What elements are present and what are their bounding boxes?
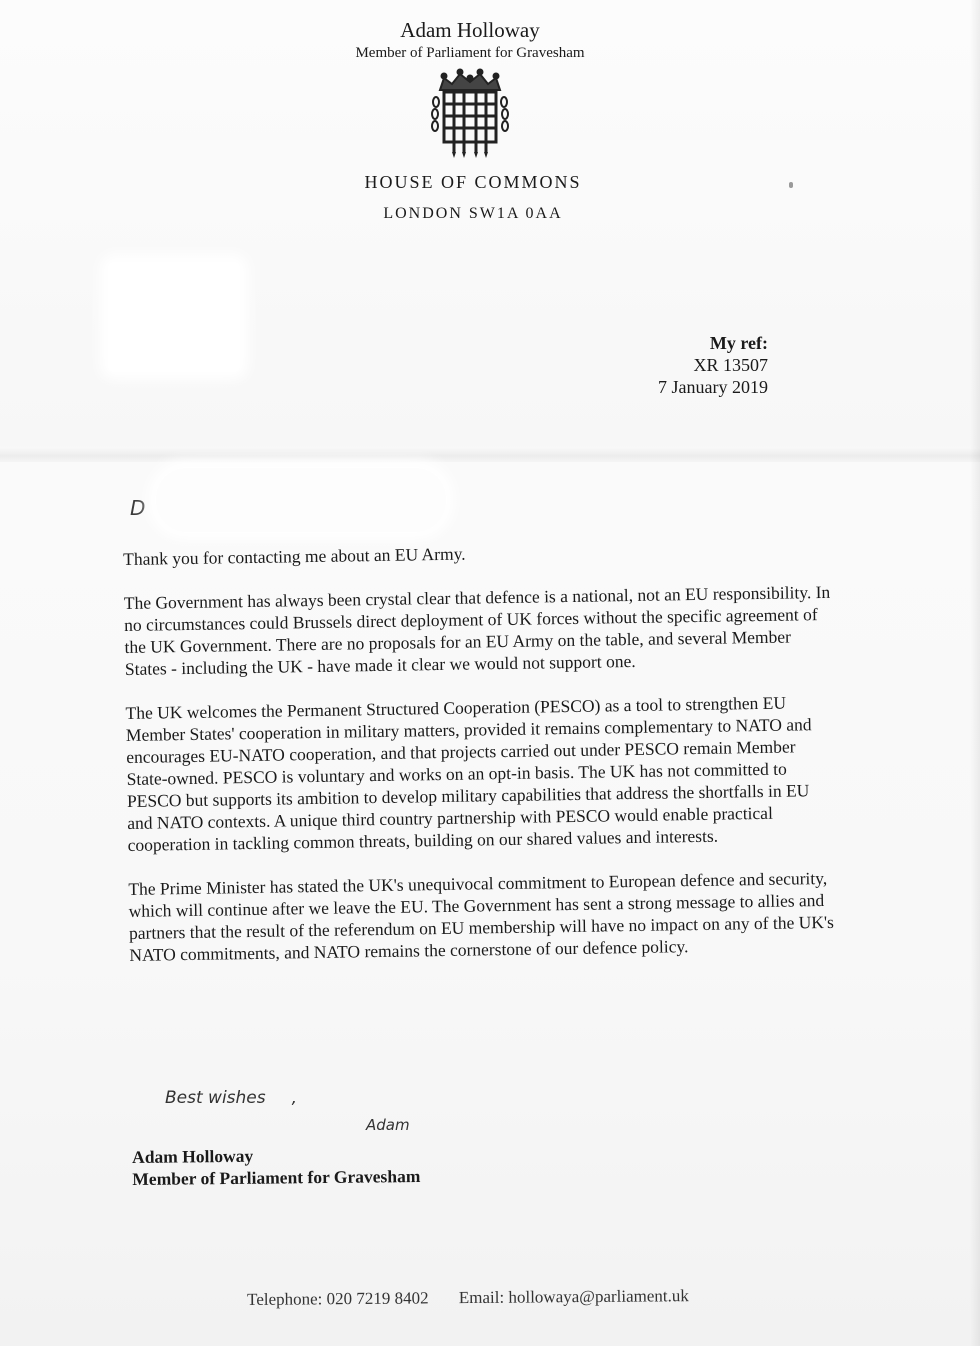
- signatory-block: [132, 1143, 420, 1190]
- handwritten-signoff: Best wishes ,: [165, 1088, 298, 1108]
- redacted-recipient-address: [108, 262, 240, 372]
- paper-edge-shadow: [970, 0, 980, 1346]
- letterhead-address: LONDON SW1A 0AA: [383, 205, 563, 222]
- footer-telephone: Telephone: 020 7219 8402: [247, 1288, 429, 1309]
- letterhead-house: HOUSE OF COMMONS: [364, 172, 582, 192]
- footer-email: Email: hollowaya@parliament.uk: [458, 1286, 689, 1308]
- handwritten-signature: Adam: [366, 1116, 410, 1134]
- portcullis-icon: [430, 68, 510, 158]
- letterhead-mp-title: Member of Parliament for Gravesham: [355, 45, 585, 61]
- letter-date: 7 January 2019: [658, 377, 768, 397]
- paper-fold-line: [0, 448, 980, 462]
- handwritten-salutation: D: [130, 496, 146, 520]
- letter-footer: [247, 1286, 689, 1310]
- letter-body: [123, 537, 840, 988]
- body-paragraph: The UK welcomes the Permanent Structured Cooperation (PESCO) as a tool to strengthen EU Member States' cooperation in military matters, provided it remains complementary to NATO and encourages EU-NATO cooperation, and that projects carried out under PESCO remain Member State-owned. PESCO is voluntary and works on an opt-in basis. The UK has not committed to PESCO but supports its ambition to develop military capabilities that address the shortfalls in EU and NATO contexts. A unique third country partnership with PESCO would enable practical cooperation in tackling common threats, building on our shared values and interests.: [125, 692, 812, 855]
- reference-label: My ref:: [709, 333, 768, 353]
- reference-block: [658, 332, 768, 398]
- redacted-recipient-name: [156, 468, 446, 532]
- body-paragraph: Thank you for contacting me about an EU Army.: [123, 543, 466, 569]
- reference-number: XR 13507: [693, 355, 768, 375]
- body-paragraph: The Prime Minister has stated the UK's unequivocal commitment to European defence and security, which will continue after we leave the EU. The Government has sent a strong message to allies and partners that the result of the referendum on EU membership will have no impact on any of the UK's NATO commitments, and NATO remains the cornerstone of our defence policy.: [128, 867, 835, 965]
- body-paragraph: The Government has always been crystal clear that defence is a national, not an EU responsibility. In no circumstances could Brussels direct deployment of UK forces without the specific agreement of the UK Government. There are no proposals for an EU Army on the table, and several Member States - including the UK - have made it clear we would not support one.: [123, 581, 831, 679]
- letterhead-mp-name: Adam Holloway: [400, 18, 540, 42]
- signatory-name: Adam Holloway: [132, 1145, 254, 1167]
- signatory-title: Member of Parliament for Gravesham: [132, 1165, 421, 1189]
- handwritten-signoff-text: Best wishes: [165, 1088, 266, 1108]
